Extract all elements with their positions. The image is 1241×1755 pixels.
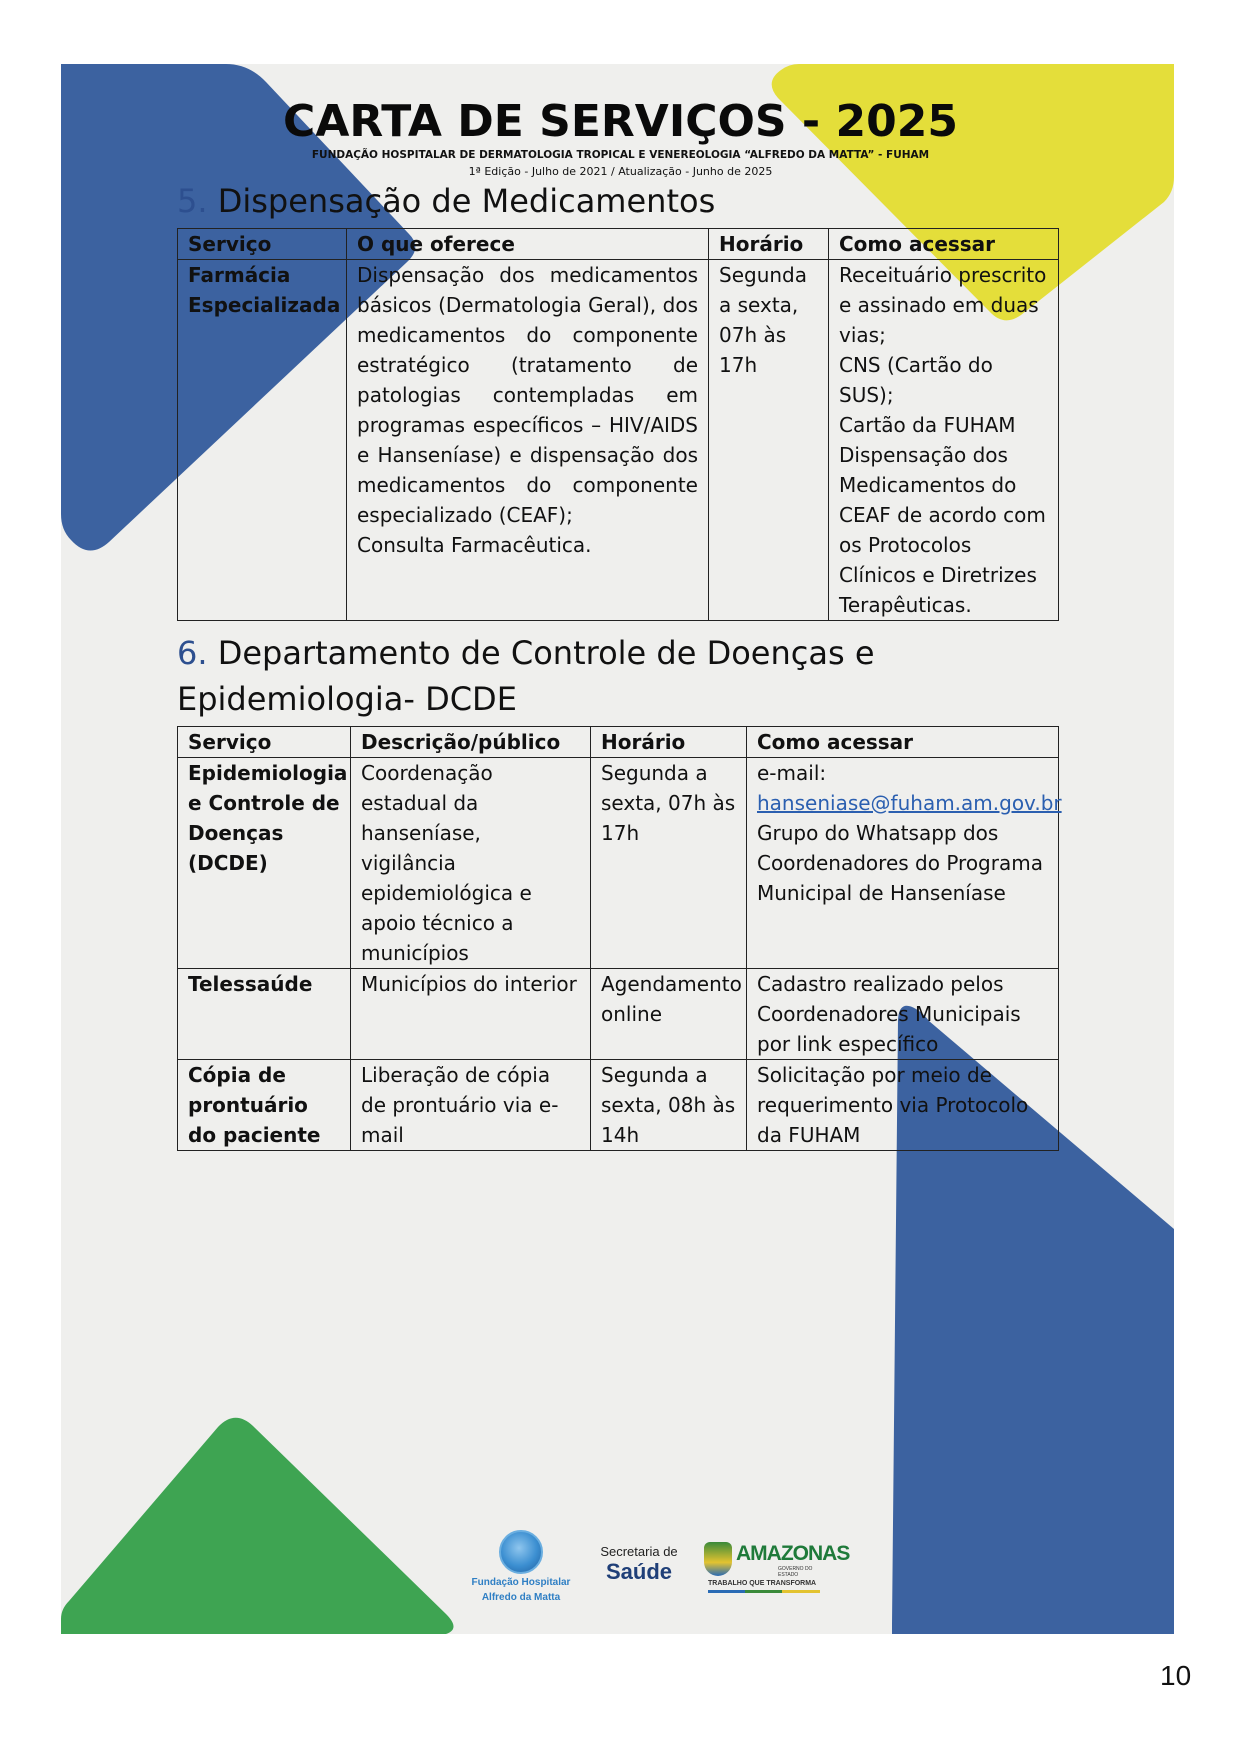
- page-header: [0, 98, 1241, 179]
- section-6-title-line1: Departamento de Controle de Doenças e: [217, 634, 875, 672]
- access-cell: Cadastro realizado pelos Coordenadores Municipais por link específico: [747, 969, 1059, 1060]
- column-header: Como acessar: [747, 727, 1059, 758]
- section-6-title-line2: Epidemiologia- DCDE: [177, 680, 517, 718]
- access-text: Dispensação dos Medicamentos do CEAF de acordo com os Protocolos Clínicos e Diretrizes Terapêuticas.: [839, 443, 1046, 617]
- amazonas-gov: GOVERNO DO ESTADO: [778, 1566, 813, 1578]
- green-triangle-bottom-left: [61, 1418, 454, 1634]
- section-5-heading: [177, 178, 715, 224]
- hours-cell: Segunda a sexta, 08h às 14h: [591, 1060, 747, 1151]
- hours-line: 17h: [719, 353, 758, 377]
- access-cell: [747, 758, 1062, 969]
- service-line: Farmácia: [188, 263, 291, 287]
- access-cell: [829, 260, 1059, 621]
- access-text: Grupo do Whatsapp dos Coordenadores do Programa Municipal de Hanseníase: [757, 821, 1043, 905]
- service-cell: Telessaúde: [178, 969, 351, 1060]
- description-cell: Liberação de cópia de prontuário via e-mail: [351, 1060, 591, 1151]
- hours-cell: Agendamento online: [591, 969, 747, 1060]
- service-line: Especializada: [188, 293, 341, 317]
- hours-line: a sexta,: [719, 293, 799, 317]
- access-text: CNS (Cartão do SUS);: [839, 353, 993, 407]
- column-header: O que oferece: [347, 229, 709, 260]
- column-header: Horário: [591, 727, 747, 758]
- description-cell: Coordenação estadual da hanseníase, vigilância epidemiológica e apoio técnico a municípios: [351, 758, 591, 969]
- table-row: [178, 260, 1059, 621]
- fuham-logo: [466, 1530, 576, 1604]
- service-cell: [178, 260, 347, 621]
- section-5-number: 5.: [177, 182, 208, 220]
- service-cell: Cópia de prontuário do paciente: [178, 1060, 351, 1151]
- access-text: Cartão da FUHAM: [839, 413, 1016, 437]
- table-header-row: [178, 229, 1059, 260]
- document-title: CARTA DE SERVIÇOS - 2025: [283, 96, 958, 147]
- section-6-table: [177, 726, 1062, 1151]
- globe-icon: [499, 1530, 543, 1574]
- section-6-number: 6.: [177, 634, 208, 672]
- column-header: Descrição/público: [351, 727, 591, 758]
- column-header: Como acessar: [829, 229, 1059, 260]
- access-cell: Solicitação por meio de requerimento via Protocolo da FUHAM: [747, 1060, 1059, 1151]
- section-5-table: [177, 228, 1059, 621]
- fuham-logo-line1: Fundação Hospitalar: [471, 1577, 571, 1588]
- secretaria-saude-logo: [594, 1544, 684, 1584]
- state-seal-icon: [704, 1542, 732, 1576]
- table-row: [178, 1060, 1059, 1151]
- section-5-title: Dispensação de Medicamentos: [217, 182, 716, 220]
- table-row: [178, 758, 1059, 969]
- hours-cell: [709, 260, 829, 621]
- edition-info: 1ª Edição - Julho de 2021 / Atualização - Junho de 2025: [468, 165, 773, 178]
- access-text: Receituário prescrito e assinado em duas vias;: [839, 263, 1047, 347]
- service-cell: Epidemiologia e Controle de Doenças (DCDE): [178, 758, 351, 969]
- page-number: 10: [1160, 1660, 1192, 1691]
- saude-logo-line1: Secretaria de: [600, 1544, 678, 1559]
- access-label: e-mail:: [757, 761, 827, 785]
- offer-text: Consulta Farmacêutica.: [357, 533, 592, 557]
- organization-name: FUNDAÇÃO HOSPITALAR DE DERMATOLOGIA TROPICAL E VENEREOLOGIA “ALFREDO DA MATTA” - FUHAM: [311, 149, 930, 161]
- column-header: Serviço: [178, 727, 351, 758]
- offer-cell: [347, 260, 709, 621]
- amazonas-name: AMAZONAS: [736, 1542, 850, 1565]
- email-link[interactable]: hanseniase@fuham.am.gov.br: [757, 791, 1062, 815]
- flag-color-bar: [708, 1590, 820, 1593]
- hours-line: Segunda: [719, 263, 807, 287]
- hours-line: 07h às: [719, 323, 787, 347]
- section-6-heading: [177, 630, 875, 722]
- offer-text: Dispensação dos medicamentos básicos (Dermatologia Geral), dos medicamentos do componente estratégico (tratamento de patologias contempladas em programas específicos – HIV/AIDS e Hanseníase) e dispensação dos medicamentos do componente especializado (CEAF);: [357, 263, 698, 527]
- table-header-row: [178, 727, 1059, 758]
- amazonas-tagline: TRABALHO QUE TRANSFORMA: [708, 1580, 817, 1587]
- column-header: Serviço: [178, 229, 347, 260]
- saude-logo-line2: Saúde: [605, 1559, 673, 1584]
- fuham-logo-line2: Alfredo da Matta: [481, 1592, 561, 1603]
- description-cell: Municípios do interior: [351, 969, 591, 1060]
- column-header: Horário: [709, 229, 829, 260]
- table-row: [178, 969, 1059, 1060]
- hours-cell: Segunda a sexta, 07h às 17h: [591, 758, 747, 969]
